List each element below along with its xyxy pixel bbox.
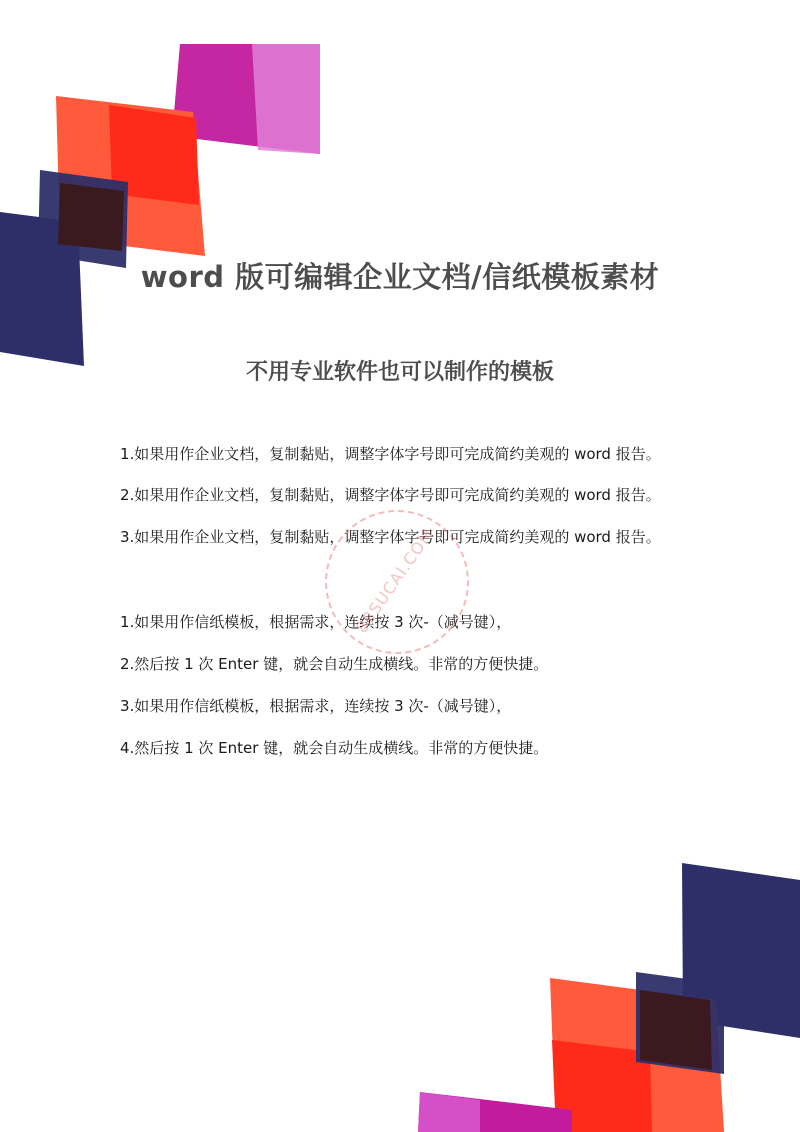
paragraph-line: 3.如果用作信纸模板，根据需求，连续按 3 次-（减号键），	[120, 697, 512, 715]
paragraph-line: 1.如果用作企业文档，复制黏贴，调整字体字号即可完成简约美观的 word 报告。	[120, 445, 661, 463]
document-subtitle: 不用专业软件也可以制作的模板	[245, 360, 554, 385]
paragraph-line: 4.然后按 1 次 Enter 键，就会自动生成横线。非常的方便快捷。	[120, 739, 549, 757]
paragraph-line: 1.如果用作信纸模板，根据需求，连续按 3 次-（减号键），	[120, 613, 512, 631]
deco-dark-overlap-bottom	[640, 990, 712, 1070]
paragraph-line: 2.然后按 1 次 Enter 键，就会自动生成横线。非常的方便快捷。	[120, 655, 549, 673]
paragraph-line: 2.如果用作企业文档，复制黏贴，调整字体字号即可完成简约美观的 word 报告。	[120, 486, 661, 504]
deco-pink-bottom	[418, 1092, 480, 1132]
paragraph-line: 3.如果用作企业文档，复制黏贴，调整字体字号即可完成简约美观的 word 报告。	[120, 528, 661, 546]
watermark-text: 88SUCAI.COM	[351, 524, 438, 637]
document-title: word 版可编辑企业文档/信纸模板素材	[140, 260, 660, 294]
